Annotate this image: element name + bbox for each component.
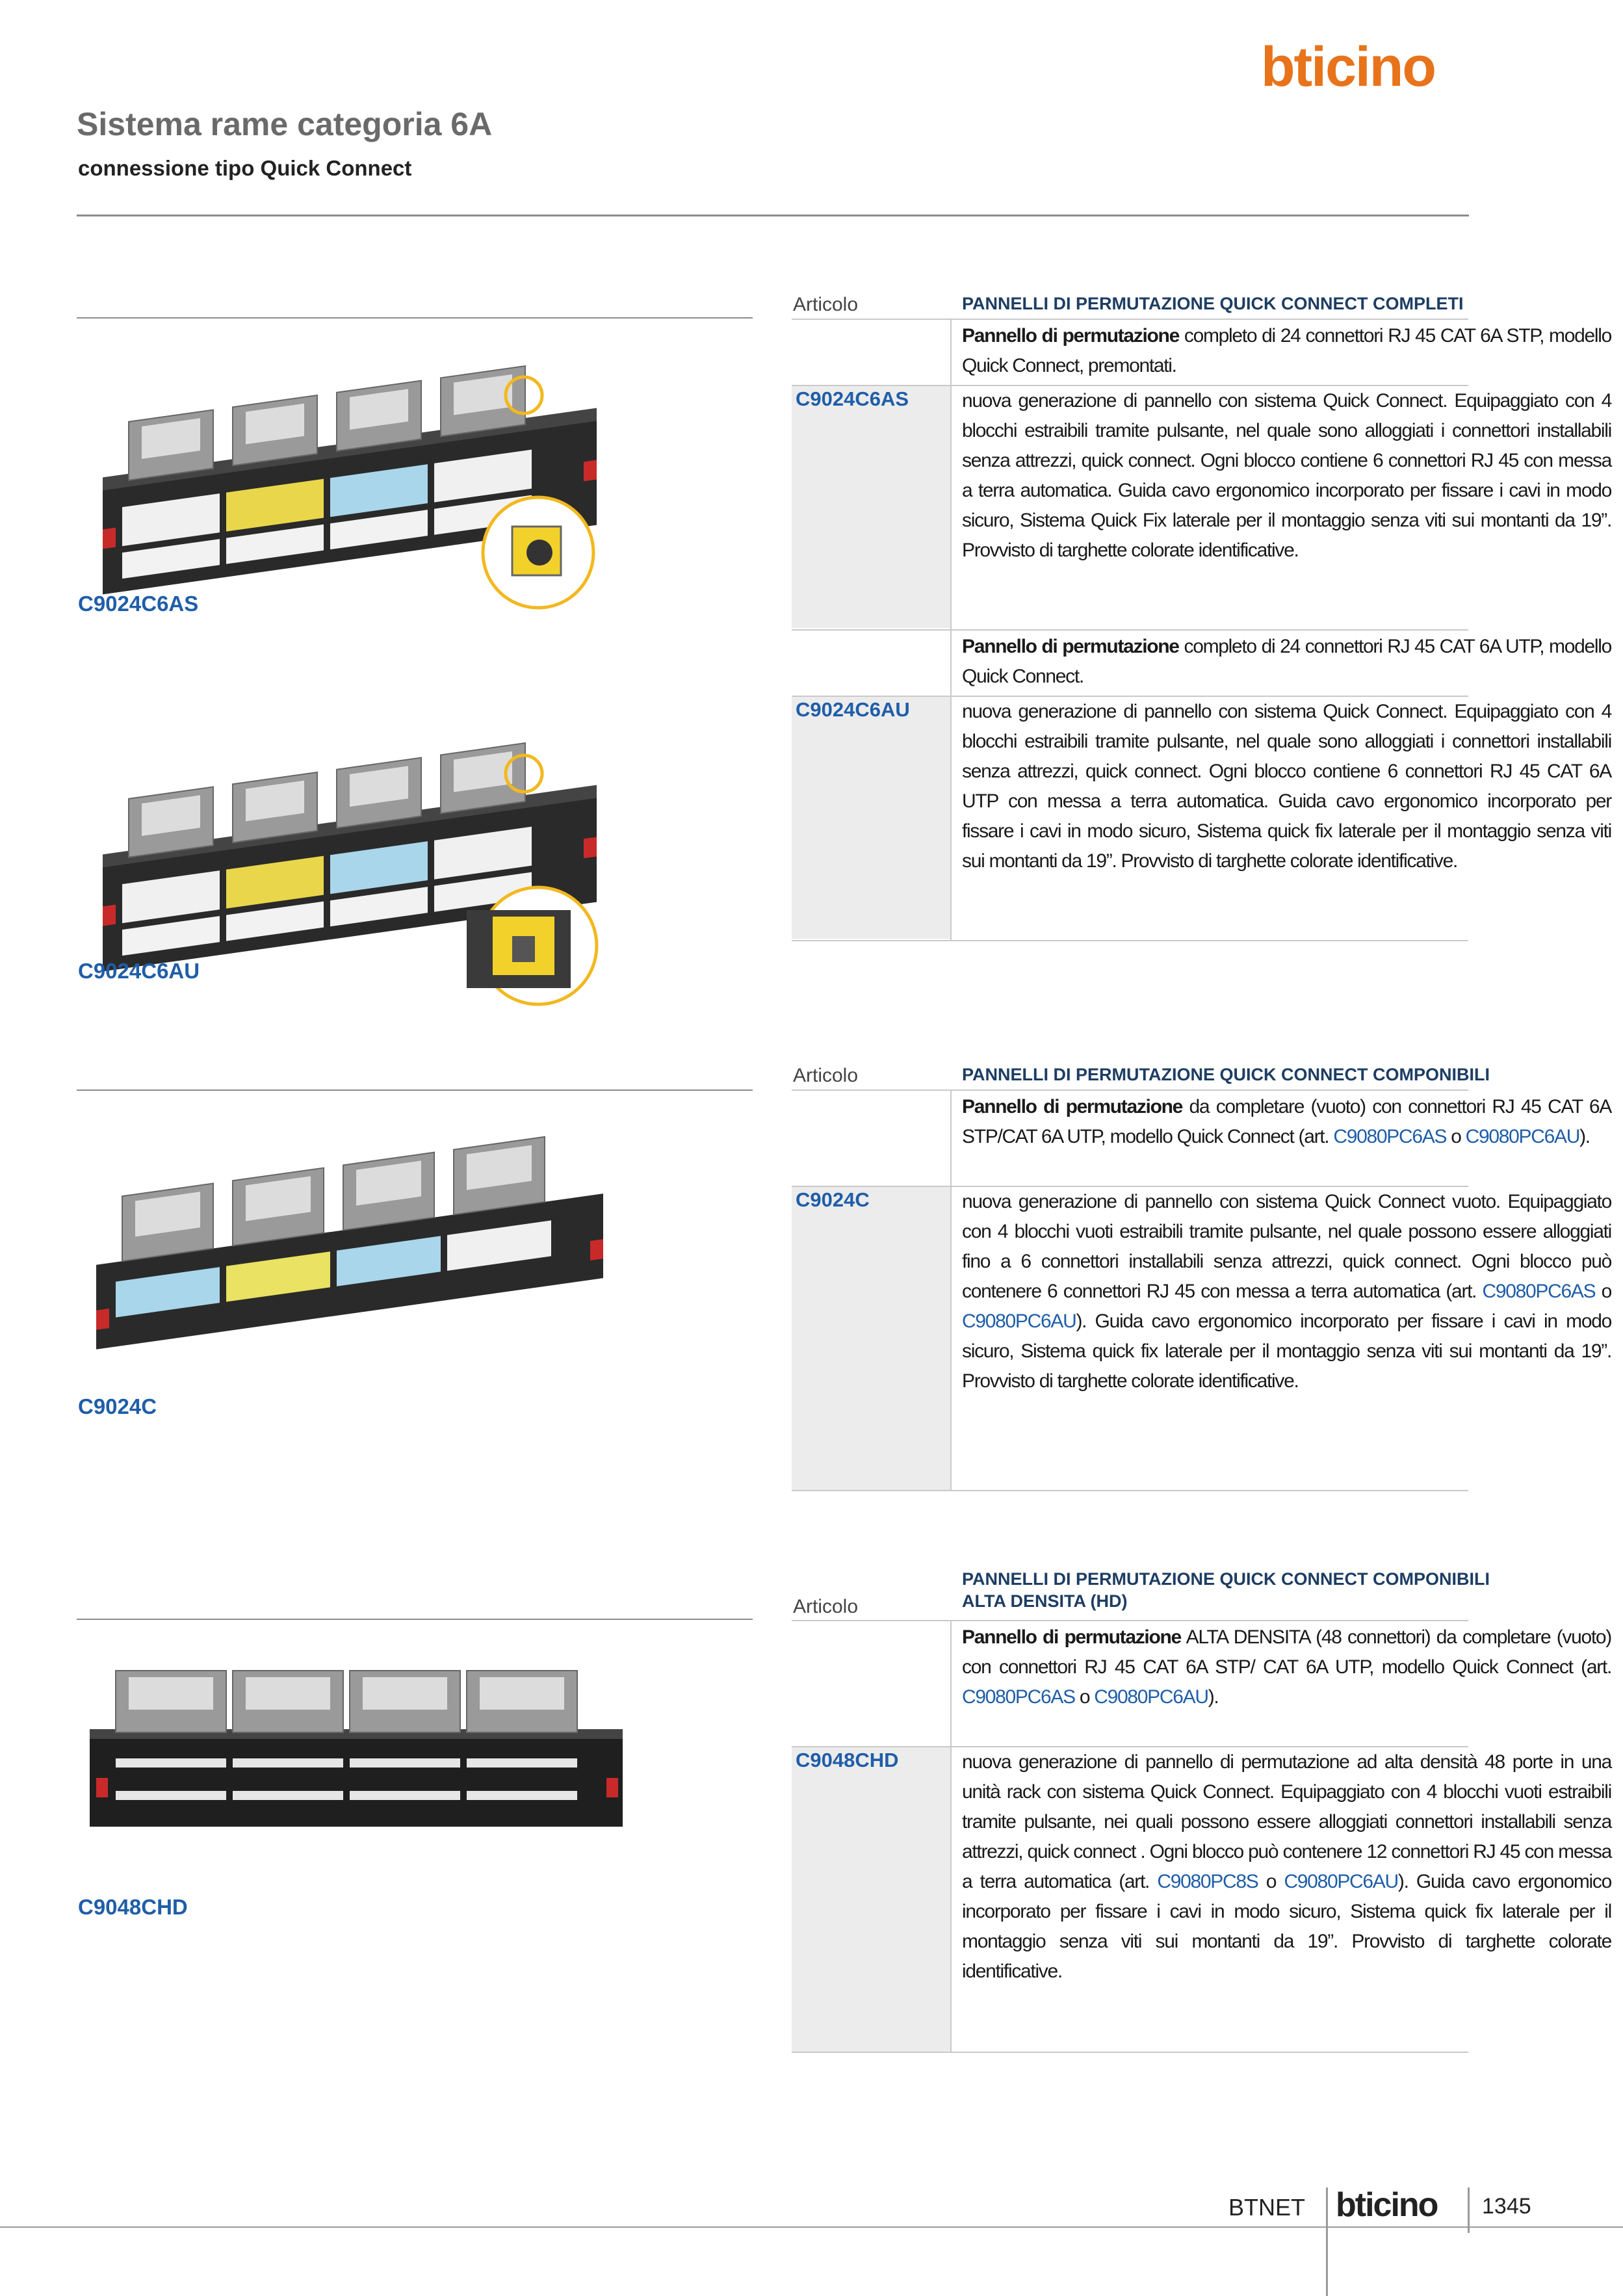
article-link[interactable]: C9080PC6AS [1333,1126,1447,1147]
table-rule [792,2052,1468,2053]
code-cell-bg [792,1186,950,1490]
article-link[interactable]: C9080PC6AU [962,1311,1076,1332]
row-lead-conj: o [1446,1126,1466,1147]
table-row-c9024c6as [792,320,1611,628]
row-desc-part: nuova generazione di pannello di permutazione ad alta densità 48 porte in una unità rack con sistema Quick Connect. Equipaggiato con 4 blocchi vuoti estraibili tramite pulsante, nei quali possono essere alloggiati connettori installabili senza attrezzi, quick connect . Ogni blocco può contenere 12 connettori RJ 45 con messa a terra automatica (art. [962,1751,1611,1892]
brand-logo [1261,38,1435,96]
image-label-c9024c6as: C9024C6AS [78,592,199,616]
article-code: C9024C6AU [796,698,910,721]
row-lead-rest: completo di 24 connettori RJ 45 CAT 6A UTP, modello Quick Connect. [962,636,1612,687]
table-row-c9048chd [792,1621,1611,2052]
row-lead-rest: ALTA DENSITA (48 connettori) da completare (vuoto) con connettori RJ 45 CAT 6A STP/ CAT 6A UTP, modello Quick Connect (art. [962,1626,1611,1678]
column-divider [950,320,952,940]
article-column-label: Articolo [793,1065,859,1086]
header-divider [77,215,1469,216]
row-lead-text [962,1092,1611,1152]
row-lead-bold: Pannello di permutazione [962,636,1179,657]
row-lead-tail: ). [1579,1126,1590,1147]
footer-logo-text: bticino [1336,2186,1438,2224]
footer-divider [0,2226,1623,2228]
row-desc-part: nuova generazione di pannello con sistema Quick Connect vuoto. Equipaggiato con 4 blocchi vuoti estraibili tramite pulsante, nel quale possono essere alloggiati fino a 6 connettori installabili senza attrezzi, quick connect. Ogni blocco può contenere 6 connettori RJ 45 con messa a terra automatica (art. [962,1191,1611,1302]
section-heading-line-2: ALTA DENSITA (HD) [962,1591,1128,1611]
row-lead-bold: Pannello di permutazione [962,1096,1183,1117]
article-link[interactable]: C9080PC6AU [1465,1126,1580,1147]
article-code: C9024C6AS [796,387,909,410]
article-link[interactable]: C9080PC6AS [962,1686,1075,1708]
article-link[interactable]: C9080PC8S [1157,1871,1258,1892]
brand-logo-text: bticino [1261,36,1435,98]
row-description: nuova generazione di pannello con sistema Quick Connect. Equipaggiato con 4 blocchi estraibili tramite pulsante, nel quale sono alloggiati i connettori installabili senza attrezzi, quick connect. Ogni blocco contiene 6 connettori RJ 45 CAT 6A UTP con messa a terra automatica. Guida cavo ergonomico incorporato per fissare i cavi in modo sicuro, Sistema quick fix laterale per il montaggio senza viti sui montanti da 19”. Provvisto di targhette colorate identificative. [962,701,1611,872]
section-heading-line-1: PANNELLI DI PERMUTAZIONE QUICK CONNECT COMPONIBILI [962,1569,1490,1589]
image-divider [77,1619,753,1620]
row-lead-rest: completo di 24 connettori RJ 45 CAT 6A STP, modello Quick Connect, premontati. [962,325,1611,376]
row-desc-conj: o [1595,1281,1611,1302]
row-description [962,1747,1611,1987]
article-code: C9048CHD [796,1749,899,1771]
footer-divider-vertical [1468,2187,1470,2233]
page-subtitle: connessione tipo Quick Connect [78,156,412,180]
panel-image-c9048chd [77,1651,642,1859]
article-link[interactable]: C9080PC6AS [1482,1281,1596,1302]
section-heading-complete: PANNELLI DI PERMUTAZIONE QUICK CONNECT COMPLETI [962,294,1464,313]
table-rule [792,940,1468,941]
article-link[interactable]: C9080PC6AU [1284,1871,1398,1892]
page-number: 1345 [1482,2194,1531,2219]
row-lead-tail: ). [1208,1686,1219,1708]
footer-logo [1336,2185,1437,2224]
row-desc-part: ). Guida cavo ergonomico incorporato per fissare i cavi in modo sicuro, Sistema quick fix laterale per il montaggio senza viti sui montanti da 19”. Provvisto di targhette colorate identificative. [962,1871,1611,1982]
table-row-c9024c6au [792,631,1612,939]
code-cell-bg [792,1746,950,2052]
image-label-c9048chd: C9048CHD [78,1895,188,1919]
row-desc-conj: o [1258,1871,1284,1892]
article-code: C9024C [796,1188,870,1211]
table-rule [792,1490,1468,1491]
image-divider [77,317,753,319]
column-divider [950,1621,952,2052]
panel-image-c9024c [77,1105,616,1365]
row-lead-rest: da completare (vuoto) con connettori RJ 45 CAT 6A STP/CAT 6A UTP, modello Quick Connect (art. [962,1096,1612,1147]
row-lead-text [962,1623,1611,1712]
table-row-c9024c [792,1091,1612,1490]
image-divider [77,1089,753,1091]
row-description: nuova generazione di pannello con sistema Quick Connect. Equipaggiato con 4 blocchi estraibili tramite pulsante, nel quale sono alloggiati i connettori installabili senza attrezzi, quick connect. Ogni blocco contiene 6 connettori RJ 45 con messa a terra automatica. Guida cavo ergonomico incorporato per fissare i cavi in modo sicuro, Sistema Quick Fix laterale per il montaggio senza viti sui montanti da 19”. Provvisto di targhette colorate identificative. [962,390,1611,561]
row-lead-bold: Pannello di permutazione [962,1626,1181,1648]
code-cell-bg [792,385,950,628]
row-lead-text [962,632,1611,692]
page-title: Sistema rame categoria 6A [77,106,493,142]
footer-divider-vertical [1326,2187,1328,2296]
article-column-label: Articolo [793,294,859,315]
article-column-label: Articolo [793,1596,859,1617]
row-lead-conj: o [1074,1686,1095,1708]
row-desc-part: ). Guida cavo ergonomico incorporato per fissare i cavi in modo sicuro, Sistema quick fix laterale per il montaggio senza viti sui montanti da 19”. Provvisto di targhette colorate identificative. [962,1311,1611,1392]
column-divider [950,1091,952,1490]
article-link[interactable]: C9080PC6AU [1094,1686,1208,1708]
row-description [962,1187,1611,1396]
row-lead-text [962,321,1611,381]
footer-catalog: BTNET [1228,2194,1306,2221]
section-heading-hd [962,1568,1490,1612]
image-label-c9024c: C9024C [78,1394,157,1418]
row-lead-bold: Pannello di permutazione [962,325,1179,346]
section-heading-modular: PANNELLI DI PERMUTAZIONE QUICK CONNECT COMPONIBILI [962,1065,1490,1084]
image-label-c9024c6au: C9024C6AU [78,959,200,983]
code-cell-bg [792,696,950,939]
